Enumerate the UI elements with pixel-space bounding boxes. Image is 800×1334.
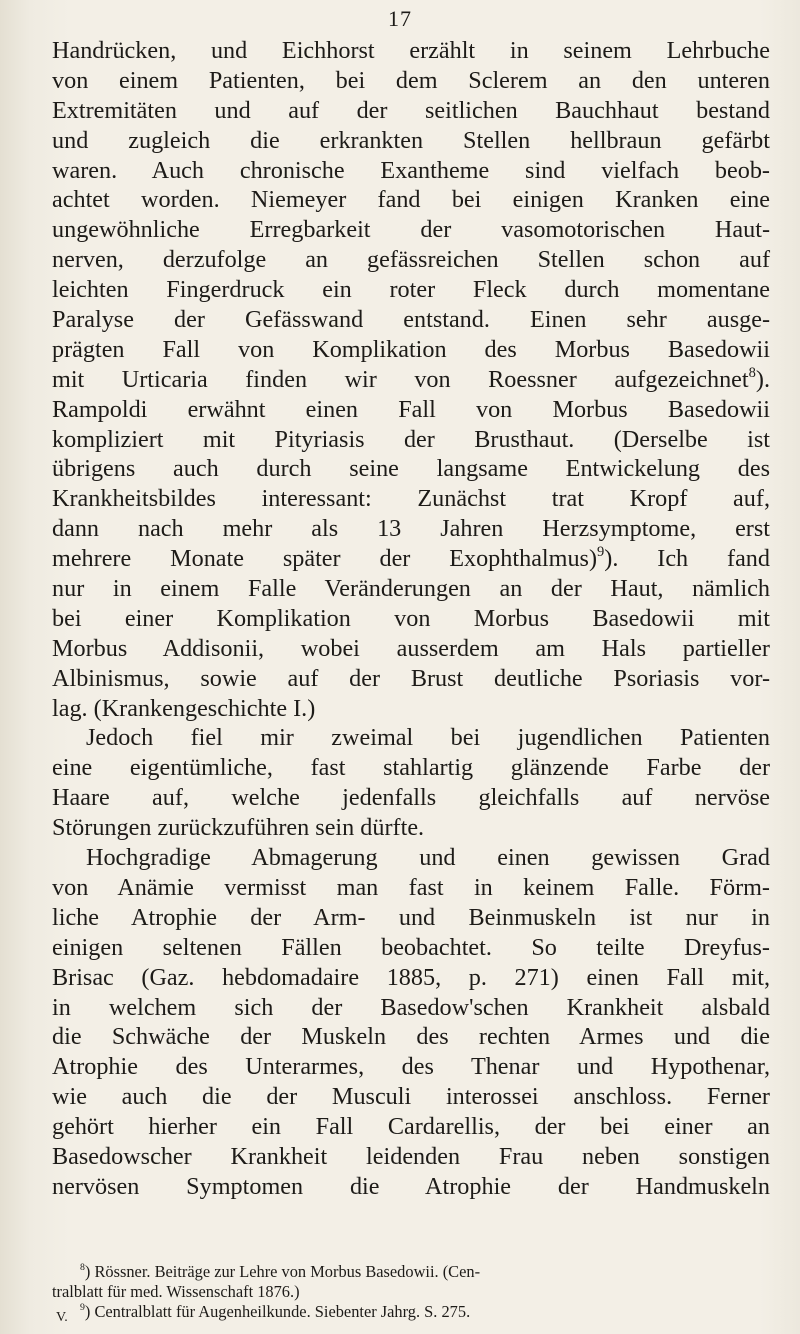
text-line: Basedowscher Krankheit leidenden Frau neben sonstigen xyxy=(52,1142,770,1170)
text-line: Paralyse der Gefässwand entstand. Einen sehr ausge- xyxy=(52,306,770,334)
main-text xyxy=(52,36,770,1202)
text-line: achtet worden. Niemeyer fand bei einigen Kranken eine xyxy=(52,186,770,214)
footnote-ref-9: 9 xyxy=(597,543,605,560)
text-line: von Anämie vermisst man fast in keinem Falle. Förm- xyxy=(52,873,770,901)
text-line: nerven, derzufolge an gefässreichen Stellen schon auf xyxy=(52,246,770,274)
text-line: Morbus Addisonii, wobei ausserdem am Hals partieller xyxy=(52,634,770,662)
text-line: von einem Patienten, bei dem Sclerem an den unteren xyxy=(52,66,770,94)
text-line: einigen seltenen Fällen beobachtet. So teilte Dreyfus- xyxy=(52,933,770,961)
text-line: Hochgradige Abmagerung und einen gewissen Grad xyxy=(86,844,770,872)
text-line: Handrücken, und Eichhorst erzählt in seinem Lehrbuche xyxy=(52,37,770,64)
footnote-9: $^9$) Centralblatt für Augenheilkunde. Siebenter Jahrg. S. 275. xyxy=(80,1302,471,1321)
text-line: die Schwäche der Muskeln des rechten Armes und die xyxy=(52,1023,770,1051)
footnote-8: $^8$) Rössner. Beiträge zur Lehre von Morbus Basedowii. (Cen- xyxy=(80,1262,481,1281)
text-line: waren. Auch chronische Exantheme sind vielfach beob- xyxy=(52,156,770,184)
text-line: Albinismus, sowie auf der Brust deutliche Psoriasis vor- xyxy=(52,664,770,692)
text-line: in welchem sich der Basedow'schen Krankheit alsbald xyxy=(52,993,770,1021)
text-line: nervösen Symptomen die Atrophie der Handmuskeln xyxy=(52,1172,770,1200)
text-line: eine eigentümliche, fast stahlartig glänzende Farbe der xyxy=(52,754,770,782)
text-line: dann nach mehr als 13 Jahren Herzsymptome, erst xyxy=(52,515,770,543)
footnote-8-continued: tralblatt für med. Wissenschaft 1876.) xyxy=(52,1282,300,1301)
page-number: 17 xyxy=(388,6,412,31)
signature-mark: V. xyxy=(56,1310,68,1325)
text-line: Störungen zurückzuführen sein dürfte. xyxy=(52,814,425,842)
text-line: Jedoch fiel mir zweimal bei jugendlichen Patienten xyxy=(86,724,770,752)
text-line: Atrophie des Unterarmes, des Thenar und Hypothenar, xyxy=(52,1053,770,1081)
text-line: ungewöhnliche Erregbarkeit der vasomotorischen Haut- xyxy=(52,216,770,244)
text-line: gehört hierher ein Fall Cardarellis, der bei einer an xyxy=(52,1113,770,1141)
text-line: übrigens auch durch seine langsame Entwickelung des xyxy=(52,455,770,483)
text-line: prägten Fall von Komplikation des Morbus Basedowii xyxy=(52,335,770,363)
text-line: bei einer Komplikation von Morbus Basedowii mit xyxy=(52,604,770,632)
footnote-ref-8: 8 xyxy=(748,364,756,381)
text-line: und zugleich die erkrankten Stellen hellbraun gefärbt xyxy=(52,126,770,154)
text-line: leichten Fingerdruck ein roter Fleck durch momentane xyxy=(52,276,770,304)
text-line: wie auch die der Musculi interossei anschloss. Ferner xyxy=(52,1083,770,1111)
text-line: liche Atrophie der Arm- und Beinmuskeln ist nur in xyxy=(52,903,770,931)
text-line: lag. (Krankengeschichte I.) xyxy=(52,694,316,722)
text-line: Extremitäten und auf der seitlichen Bauchhaut bestand xyxy=(52,96,770,124)
text-line: nur in einem Falle Veränderungen an der Haut, nämlich xyxy=(52,575,770,603)
text-line: kompliziert mit Pityriasis der Brusthaut. (Derselbe ist xyxy=(52,425,770,453)
text-line: mehrere Monate später der Exophthalmus)$^9$). Ich fand xyxy=(52,543,770,573)
text-line: Haare auf, welche jedenfalls gleichfalls auf nervöse xyxy=(52,784,770,812)
text-line: Rampoldi erwähnt einen Fall von Morbus Basedowii xyxy=(52,395,770,423)
text-line: Krankheitsbildes interessant: Zunächst trat Kropf auf, xyxy=(52,485,770,513)
text-line: mit Urticaria finden wir von Roessner aufgezeichnet$^8$). xyxy=(52,364,770,393)
footnotes xyxy=(52,1262,770,1322)
text-line: Brisac (Gaz. hebdomadaire 1885, p. 271) einen Fall mit, xyxy=(52,963,770,991)
